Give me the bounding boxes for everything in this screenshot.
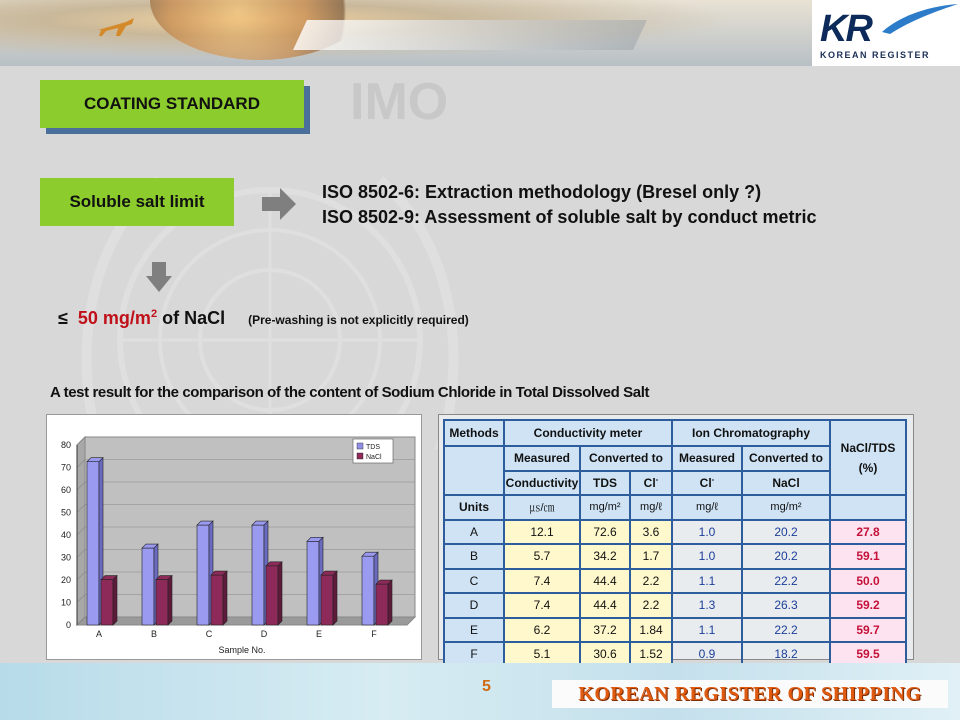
unit-tds: mg/m² (580, 495, 630, 520)
unit-cl: mg/ℓ (630, 495, 672, 520)
results-table-container (438, 414, 914, 660)
unit-conductivity: ㎲/㎝ (504, 495, 580, 520)
header-ion-chromatography: Ion Chromatography (672, 420, 830, 446)
test-result-caption: A test result for the comparison of the content of Sodium Chloride in Total Dissolved Salt (50, 384, 650, 401)
cell-cl-ic: 1.0 (672, 520, 742, 545)
bar-nacl (266, 566, 278, 625)
row-method: F (444, 642, 504, 667)
cell-tds: 37.2 (580, 618, 630, 643)
row-method: C (444, 569, 504, 594)
salt-limit-statement (58, 308, 469, 329)
bar-tds (307, 541, 319, 625)
header-conductivity: Conductivity (504, 471, 580, 496)
cell-cl: 2.2 (630, 569, 672, 594)
header-cl: Cl- (630, 471, 672, 496)
cell-nacl: 22.2 (742, 569, 830, 594)
kr-logo (812, 0, 960, 66)
arrow-down-icon (146, 262, 172, 292)
legend-label: NaCl (366, 454, 382, 461)
bar-nacl-side (333, 571, 337, 625)
bar-nacl (101, 580, 113, 625)
cell-cl: 1.84 (630, 618, 672, 643)
header-wing-graphic (293, 20, 647, 50)
cell-ratio: 59.7 (830, 618, 906, 643)
y-tick-label: 80 (60, 440, 71, 450)
header-blank (444, 446, 504, 495)
header-measured: Measured (504, 446, 580, 471)
y-tick-label: 70 (60, 462, 71, 473)
airplane-icon (96, 12, 136, 42)
cell-cl-ic: 1.3 (672, 593, 742, 618)
table-row (444, 544, 906, 569)
cell-ratio: 27.8 (830, 520, 906, 545)
header-conductivity-meter: Conductivity meter (504, 420, 672, 446)
footer-brand-banner: KOREAN REGISTER OF SHIPPING (552, 680, 948, 708)
table-row (444, 569, 906, 594)
cell-ratio: 50.0 (830, 569, 906, 594)
iso-standards-text (322, 180, 817, 230)
y-tick-label: 0 (65, 620, 71, 630)
bar-nacl-side (388, 580, 392, 625)
legend-swatch (357, 443, 363, 449)
bar-nacl (156, 580, 168, 625)
cell-tds: 44.4 (580, 593, 630, 618)
results-table (443, 419, 907, 668)
x-tick-label: F (371, 629, 377, 639)
header-units: Units (444, 495, 504, 520)
coating-standard-label: COATING STANDARD (40, 80, 304, 128)
cell-cl: 3.6 (630, 520, 672, 545)
bar-nacl (211, 575, 223, 625)
x-tick-label: E (315, 629, 323, 639)
bar-chart (47, 415, 423, 661)
row-method: A (444, 520, 504, 545)
bar-tds (197, 525, 209, 625)
cell-conductivity: 5.1 (504, 642, 580, 667)
cell-tds: 30.6 (580, 642, 630, 667)
bar-nacl-side (278, 562, 282, 625)
limit-value: 50 $mg/m^2$ (77, 308, 158, 328)
limit-of-nacl: of NaCl (162, 308, 226, 328)
less-equal-symbol: ≤ (58, 308, 68, 328)
cell-ratio: 59.1 (830, 544, 906, 569)
y-tick-label: 40 (60, 530, 71, 540)
pre-washing-note: (Pre-washing is not explicitly required) (248, 313, 469, 327)
y-tick-label: 60 (60, 485, 71, 495)
bar-nacl (321, 575, 333, 625)
cell-cl: 1.7 (630, 544, 672, 569)
cell-conductivity: 12.1 (504, 520, 580, 545)
cell-cl: 1.52 (630, 642, 672, 667)
y-tick-label: 20 (60, 575, 71, 585)
cell-nacl: 20.2 (742, 544, 830, 569)
bar-tds (362, 556, 374, 625)
unit-ratio-blank (830, 495, 906, 520)
table-row (444, 618, 906, 643)
row-method: D (444, 593, 504, 618)
y-tick-label: 10 (60, 597, 71, 608)
cell-conductivity: 7.4 (504, 593, 580, 618)
cell-nacl: 20.2 (742, 520, 830, 545)
unit-nacl: mg/m² (742, 495, 830, 520)
legend-label: TDS (366, 444, 380, 451)
logo-swoosh-icon (882, 4, 958, 34)
cell-cl-ic: 1.0 (672, 544, 742, 569)
cell-nacl: 18.2 (742, 642, 830, 667)
x-tick-label: A (95, 629, 103, 639)
imo-watermark-text: IMO (350, 73, 449, 131)
y-tick-label: 30 (60, 552, 71, 563)
cell-cl-ic: 1.1 (672, 569, 742, 594)
header-cl-ic: Cl- (672, 471, 742, 496)
header-tds: TDS (580, 471, 630, 496)
header-measured-ic: Measured (672, 446, 742, 471)
cell-tds: 34.2 (580, 544, 630, 569)
cell-tds: 72.6 (580, 520, 630, 545)
logo-subtitle: KOREAN REGISTER (820, 50, 931, 60)
iso-line-1: ISO 8502-6: Extraction methodology (Bresel only ?) (322, 182, 762, 202)
row-method: E (444, 618, 504, 643)
cell-nacl: 26.3 (742, 593, 830, 618)
table-row (444, 593, 906, 618)
bar-tds (87, 462, 99, 625)
unit-cl-ic: mg/ℓ (672, 495, 742, 520)
cell-tds: 44.4 (580, 569, 630, 594)
bar-chart-container (46, 414, 422, 660)
cell-cl-ic: 1.1 (672, 618, 742, 643)
cell-cl-ic: 0.9 (672, 642, 742, 667)
bar-nacl-side (168, 576, 172, 625)
header-methods: Methods (444, 420, 504, 446)
header-converted-to-ic: Converted to (742, 446, 830, 471)
cell-ratio: 59.5 (830, 642, 906, 667)
header-converted-to: Converted to (580, 446, 672, 471)
page-number: 5 (482, 678, 491, 695)
x-axis-label: Sample No. (218, 645, 266, 655)
cell-conductivity: 5.7 (504, 544, 580, 569)
bar-tds (142, 548, 154, 625)
x-tick-label: B (150, 629, 158, 639)
y-tick-label: 50 (60, 507, 71, 518)
header-nacl-tds: NaCl/TDS (%) (830, 420, 906, 495)
cell-ratio: 59.2 (830, 593, 906, 618)
cell-nacl: 22.2 (742, 618, 830, 643)
bar-tds (252, 525, 264, 625)
logo-text: KR (820, 8, 871, 50)
table-row (444, 520, 906, 545)
legend-swatch (357, 453, 363, 459)
x-tick-label: D (260, 629, 268, 639)
bar-nacl (376, 584, 388, 625)
header-nacl: NaCl (742, 471, 830, 496)
header-banner (0, 0, 960, 66)
cell-conductivity: 7.4 (504, 569, 580, 594)
soluble-salt-limit-label: Soluble salt limit (40, 178, 234, 226)
bar-nacl-side (223, 571, 227, 625)
row-method: B (444, 544, 504, 569)
bar-nacl-side (113, 576, 117, 625)
cell-cl: 2.2 (630, 593, 672, 618)
iso-line-2: ISO 8502-9: Assessment of soluble salt by conduct metric (322, 207, 817, 227)
cell-conductivity: 6.2 (504, 618, 580, 643)
x-tick-label: C (205, 629, 213, 639)
arrow-right-icon (262, 188, 298, 220)
